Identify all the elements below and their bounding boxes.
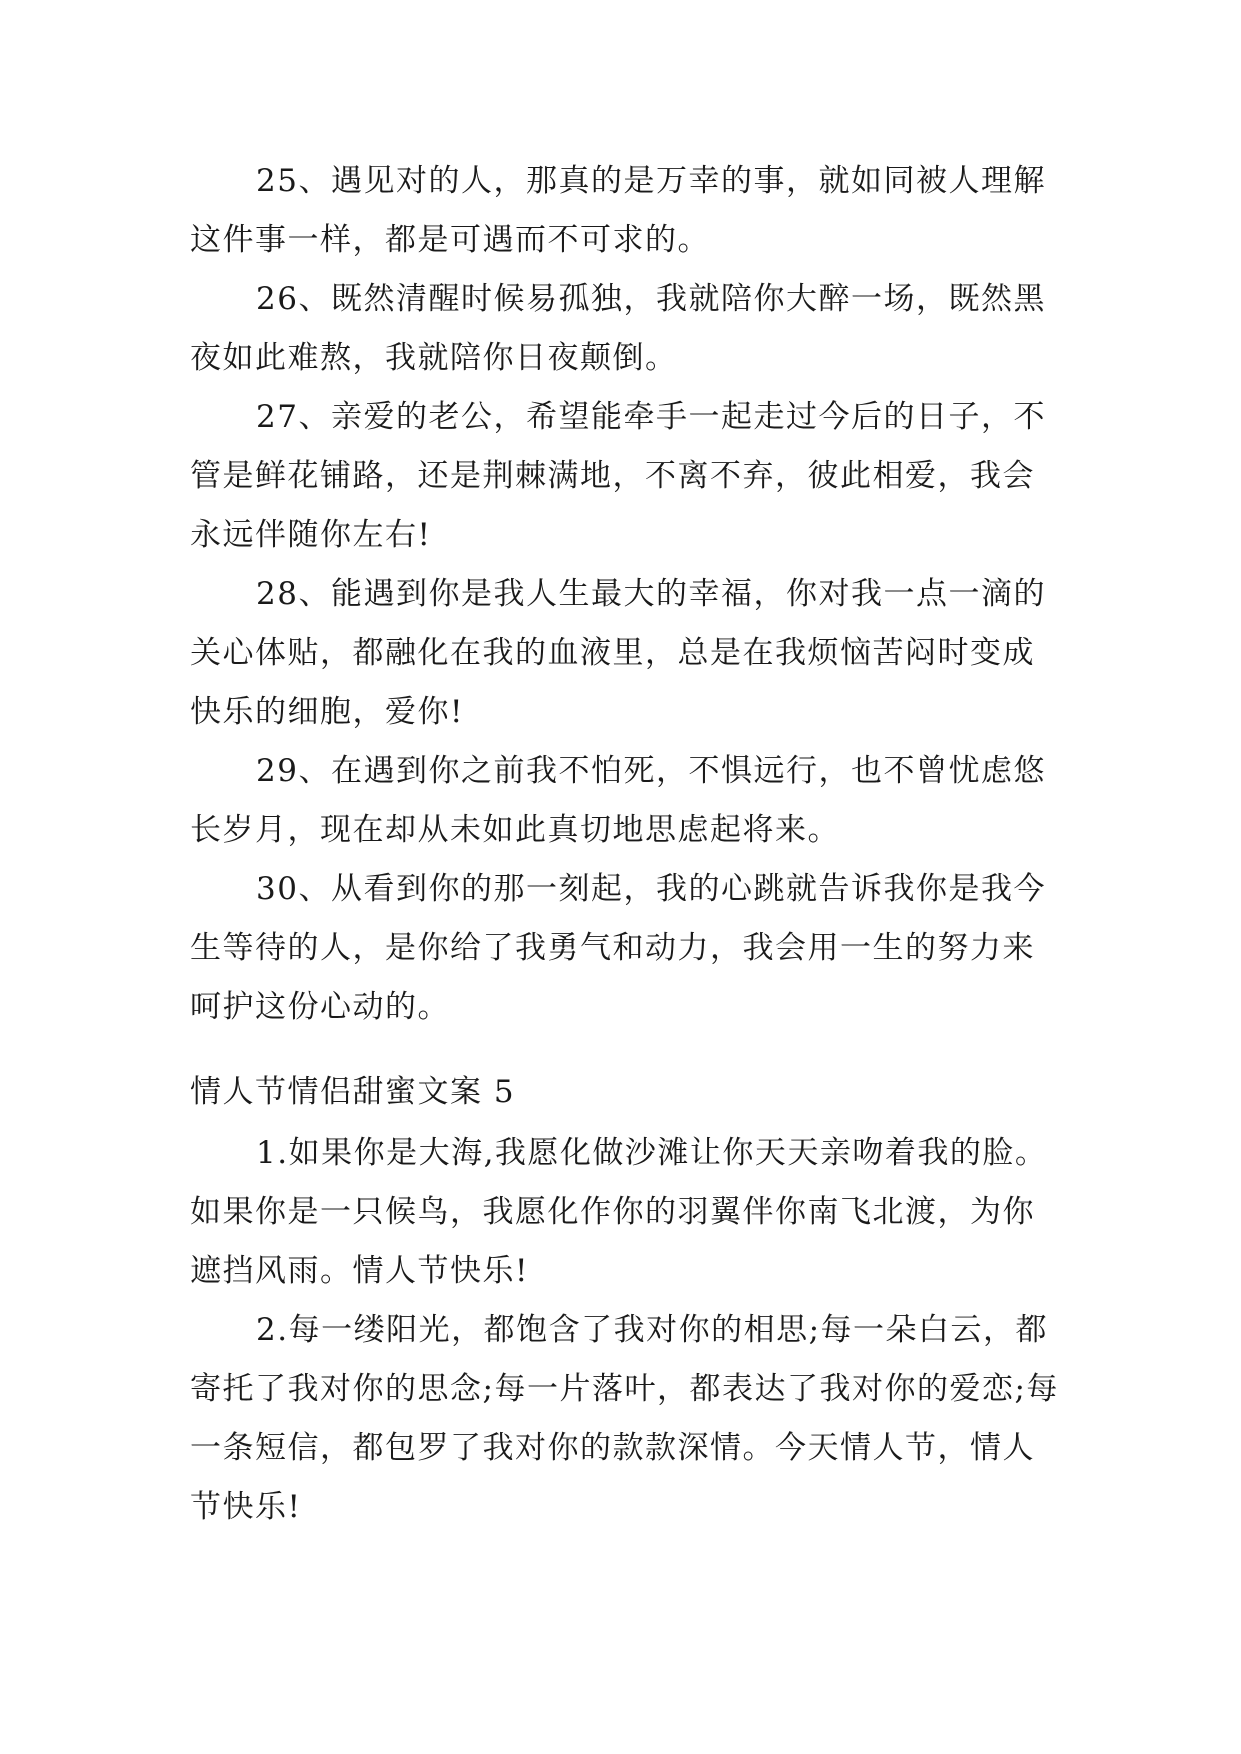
paragraph-item-1: 1.如果你是大海,我愿化做沙滩让你天天亲吻着我的脸。如果你是一只候鸟，我愿化作你的羽翼伴你南飞北渡，为你遮挡风雨。情人节快乐! (190, 1135, 1048, 1289)
paragraph-26: 26、既然清醒时候易孤独，我就陪你大醉一场，既然黑夜如此难熬，我就陪你日夜颠倒。 (190, 281, 1046, 376)
paragraph-30: 30、从看到你的那一刻起，我的心跳就告诉我你是我今生等待的人，是你给了我勇气和动力，我会用一生的努力来呵护这份心动的。 (190, 871, 1046, 1025)
paragraph-25: 25、遇见对的人，那真的是万幸的事，就如同被人理解这件事一样，都是可遇而不可求的。 (190, 163, 1046, 258)
paragraph-29: 29、在遇到你之前我不怕死，不惧远行，也不曾忧虑悠长岁月，现在却从未如此真切地思虑起将来。 (190, 753, 1046, 848)
paragraph-item-2: 2.每一缕阳光，都饱含了我对你的相思;每一朵白云，都寄托了我对你的思念;每一片落叶，都表达了我对你的爱恋;每一条短信，都包罗了我对你的款款深情。今天情人节，情人节快乐! (190, 1312, 1059, 1525)
section-heading: 情人节情侣甜蜜文案 5 (190, 1074, 516, 1110)
paragraph-28: 28、能遇到你是我人生最大的幸福，你对我一点一滴的关心体贴，都融化在我的血液里，总是在我烦恼苦闷时变成快乐的细胞，爱你! (190, 576, 1046, 730)
paragraph-27: 27、亲爱的老公，希望能牵手一起走过今后的日子，不管是鲜花铺路，还是荆棘满地，不离不弃，彼此相爱，我会永远伴随你左右! (190, 399, 1046, 553)
